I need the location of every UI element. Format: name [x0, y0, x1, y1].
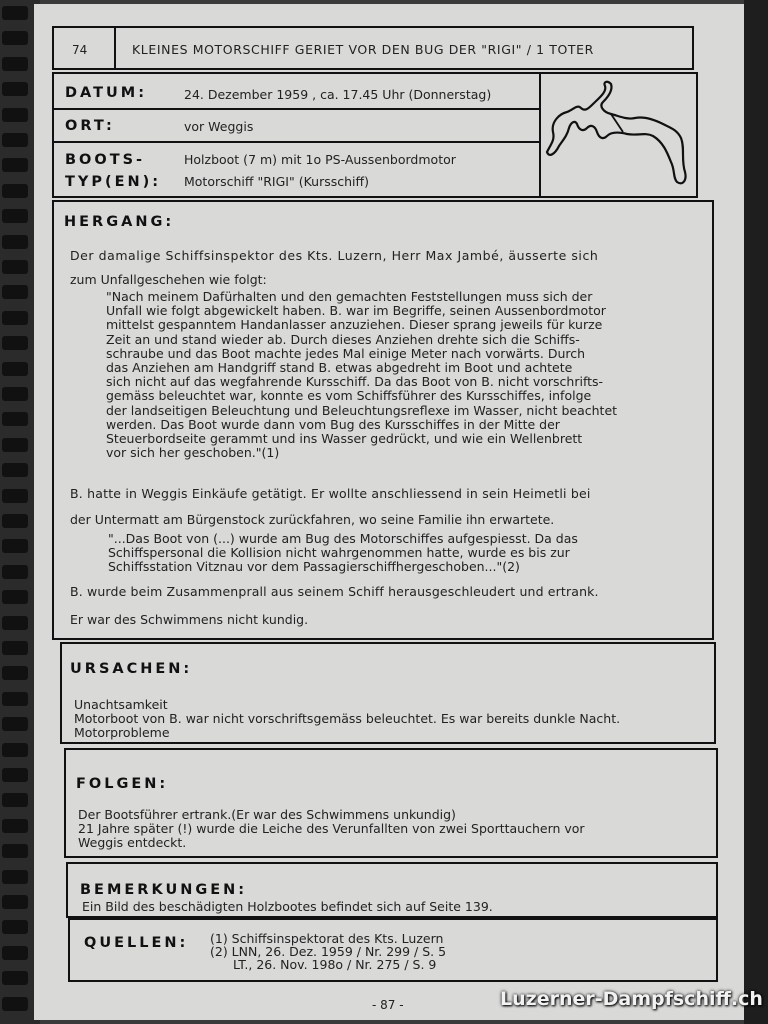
binding-ring: [2, 31, 28, 45]
binding-ring: [2, 158, 28, 172]
quellen-item: (2) LNN, 26. Dez. 1959 / Nr. 299 / S. 5: [210, 944, 447, 959]
binding-ring: [2, 57, 28, 71]
boottyp-label-2: TYP(EN):: [65, 174, 162, 190]
binding-ring: [2, 692, 28, 706]
binding-ring: [2, 920, 28, 934]
binding-ring: [2, 514, 28, 528]
folgen-list: [78, 808, 704, 851]
binding-ring: [2, 6, 28, 20]
binding-ring: [2, 565, 28, 579]
folgen-item: Der Bootsführer ertrank.(Er war des Schwimmens unkundig): [78, 807, 456, 822]
ursachen-list: [74, 698, 704, 741]
binding-ring: [2, 666, 28, 680]
datum-value: 24. Dezember 1959 , ca. 17.45 Uhr (Donnerstag): [184, 87, 492, 102]
quote-2-line: Schiffsstation Vitznau vor dem Passagierschiffhergeschoben..."(2): [108, 559, 520, 575]
binding-ring: [2, 108, 28, 122]
binding-ring: [2, 235, 28, 249]
quote-1-line: gemäss beleuchtet war, konnte es vom Schiffsführer des Kursschiffes, infolge: [106, 388, 592, 404]
quote-1-line: schraube und das Boot machte jedes Mal einige Meter nach vorwärts. Durch: [106, 345, 586, 361]
binding-ring: [2, 539, 28, 553]
binding-ring: [2, 641, 28, 655]
hergang-para-3-1: B. wurde beim Zusammenprall aus seinem Schiff herausgeschleudert und ertrank.: [70, 584, 599, 599]
binding-ring: [2, 793, 28, 807]
binding-ring: [2, 82, 28, 96]
page-number: 74: [72, 43, 88, 57]
hergang-intro-1: Der damalige Schiffsinspektor des Kts. Luzern, Herr Max Jambé, äusserte sich: [70, 248, 599, 263]
quote-1-line: das Anziehen am Handgriff stand B. etwas abgedreht im Boot und achtete: [106, 360, 573, 376]
quote-1: [106, 290, 696, 460]
hergang-label: HERGANG:: [64, 214, 175, 230]
ursachen-label: URSACHEN:: [70, 661, 193, 677]
binding-ring: [2, 209, 28, 223]
binding-ring: [2, 438, 28, 452]
ort-label: ORT:: [65, 118, 115, 134]
quellen-item: LT., 26. Nov. 198o / Nr. 275 / S. 9: [233, 957, 437, 972]
binding-ring: [2, 387, 28, 401]
quote-1-line: Steuerbordseite gerammt und ins Wasser gedrückt, und wie ein Wellenbrett: [106, 431, 583, 447]
ursachen-item: Motorprobleme: [74, 725, 170, 741]
folgen-item: 21 Jahre später (!) wurde die Leiche des Verunfallten von zwei Sporttauchern vor: [78, 821, 585, 837]
quote-2: [108, 532, 698, 575]
hergang-para-2-2: der Untermatt am Bürgenstock zurückfahren, wo seine Familie ihn erwartete.: [70, 512, 555, 527]
binding-ring: [2, 946, 28, 960]
binding-ring: [2, 590, 28, 604]
quote-1-line: Unfall wie folgt abgewickelt haben. B. war im Begriffe, seinen Aussenbordmotor: [106, 303, 606, 319]
binding-ring: [2, 285, 28, 299]
ursachen-item: Unachtsamkeit: [74, 697, 168, 712]
binding-ring: [2, 184, 28, 198]
binding-ring: [2, 616, 28, 630]
binding-ring: [2, 311, 28, 325]
binding-ring: [2, 844, 28, 858]
boottyp-value-2: Motorschiff "RIGI" (Kursschiff): [184, 174, 369, 189]
bemerkungen-text: Ein Bild des beschädigten Holzbootes befindet sich auf Seite 139.: [82, 899, 493, 914]
lake-map-icon: [541, 74, 693, 194]
binding-ring: [2, 133, 28, 147]
folgen-item: Weggis entdeckt.: [78, 835, 187, 851]
datum-label: DATUM:: [65, 85, 148, 101]
binding-ring: [2, 997, 28, 1011]
quote-2-line: "...Das Boot von (...) wurde am Bug des Motorschiffes aufgespiesst. Da das: [108, 531, 578, 546]
quellen-list: [210, 932, 690, 971]
boottyp-value-1: Holzboot (7 m) mit 1o PS-Aussenbordmotor: [184, 152, 456, 167]
ort-value: vor Weggis: [184, 119, 254, 134]
binding-ring: [2, 463, 28, 477]
binding-ring: [2, 489, 28, 503]
quote-1-line: mittelst gespanntem Handanlasser anzuziehen. Dieser sprang jeweils für kurze: [106, 317, 603, 333]
quote-1-line: werden. Das Boot wurde dann vom Bug des Kursschiffes in der Mitte der: [106, 416, 560, 432]
page-footer: - 87 -: [372, 998, 404, 1012]
page-title: KLEINES MOTORSCHIFF GERIET VOR DEN BUG DER "RIGI" / 1 TOTER: [132, 42, 594, 57]
binding-ring: [2, 768, 28, 782]
binding-ring: [2, 971, 28, 985]
watermark: Luzerner-Dampfschiff.ch: [500, 988, 763, 1010]
binding-ring: [2, 743, 28, 757]
quellen-label: QUELLEN:: [84, 935, 189, 951]
page-edge-shadow: [744, 0, 768, 1024]
binding-ring: [2, 336, 28, 350]
binding-ring: [2, 362, 28, 376]
hergang-intro-2: zum Unfallgeschehen wie folgt:: [70, 272, 267, 287]
quellen-item: (1) Schiffsinspektorat des Kts. Luzern: [210, 931, 444, 946]
binding-ring: [2, 819, 28, 833]
boottyp-label-1: BOOTS-: [65, 152, 146, 168]
binding-ring: [2, 717, 28, 731]
binding-ring: [2, 870, 28, 884]
ursachen-item: Motorboot von B. war nicht vorschriftsgemäss beleuchtet. Es war bereits dunkle Nacht.: [74, 711, 621, 727]
binding-ring: [2, 260, 28, 274]
quote-1-line: sich nicht auf das wegfahrende Kursschiff. Da das Boot von B. nicht vorschrifts-: [106, 374, 604, 390]
bemerkungen-label: BEMERKUNGEN:: [80, 882, 248, 898]
quote-1-line: Zeit an und stand wieder ab. Durch dieses Anziehen drehte sich die Schiffs-: [106, 331, 580, 347]
folgen-label: FOLGEN:: [76, 776, 169, 792]
quote-1-line: vor sich her geschoben."(1): [106, 445, 280, 461]
quote-1-line: der landseitigen Beleuchtung und Beleuchtungsreflexe im Wasser, nicht beachtet: [106, 402, 618, 418]
binding-ring: [2, 412, 28, 426]
hergang-para-2-1: B. hatte in Weggis Einkäufe getätigt. Er wollte anschliessend in sein Heimetli bei: [70, 486, 591, 501]
quote-1-line: "Nach meinem Dafürhalten und den gemachten Feststellungen muss sich der: [106, 289, 593, 304]
hergang-para-3-2: Er war des Schwimmens nicht kundig.: [70, 612, 309, 627]
quote-2-line: Schiffspersonal die Kollision nicht wahrgenommen hatte, wurde es bis zur: [108, 545, 570, 561]
binding-ring: [2, 895, 28, 909]
document-page: [34, 4, 746, 1020]
